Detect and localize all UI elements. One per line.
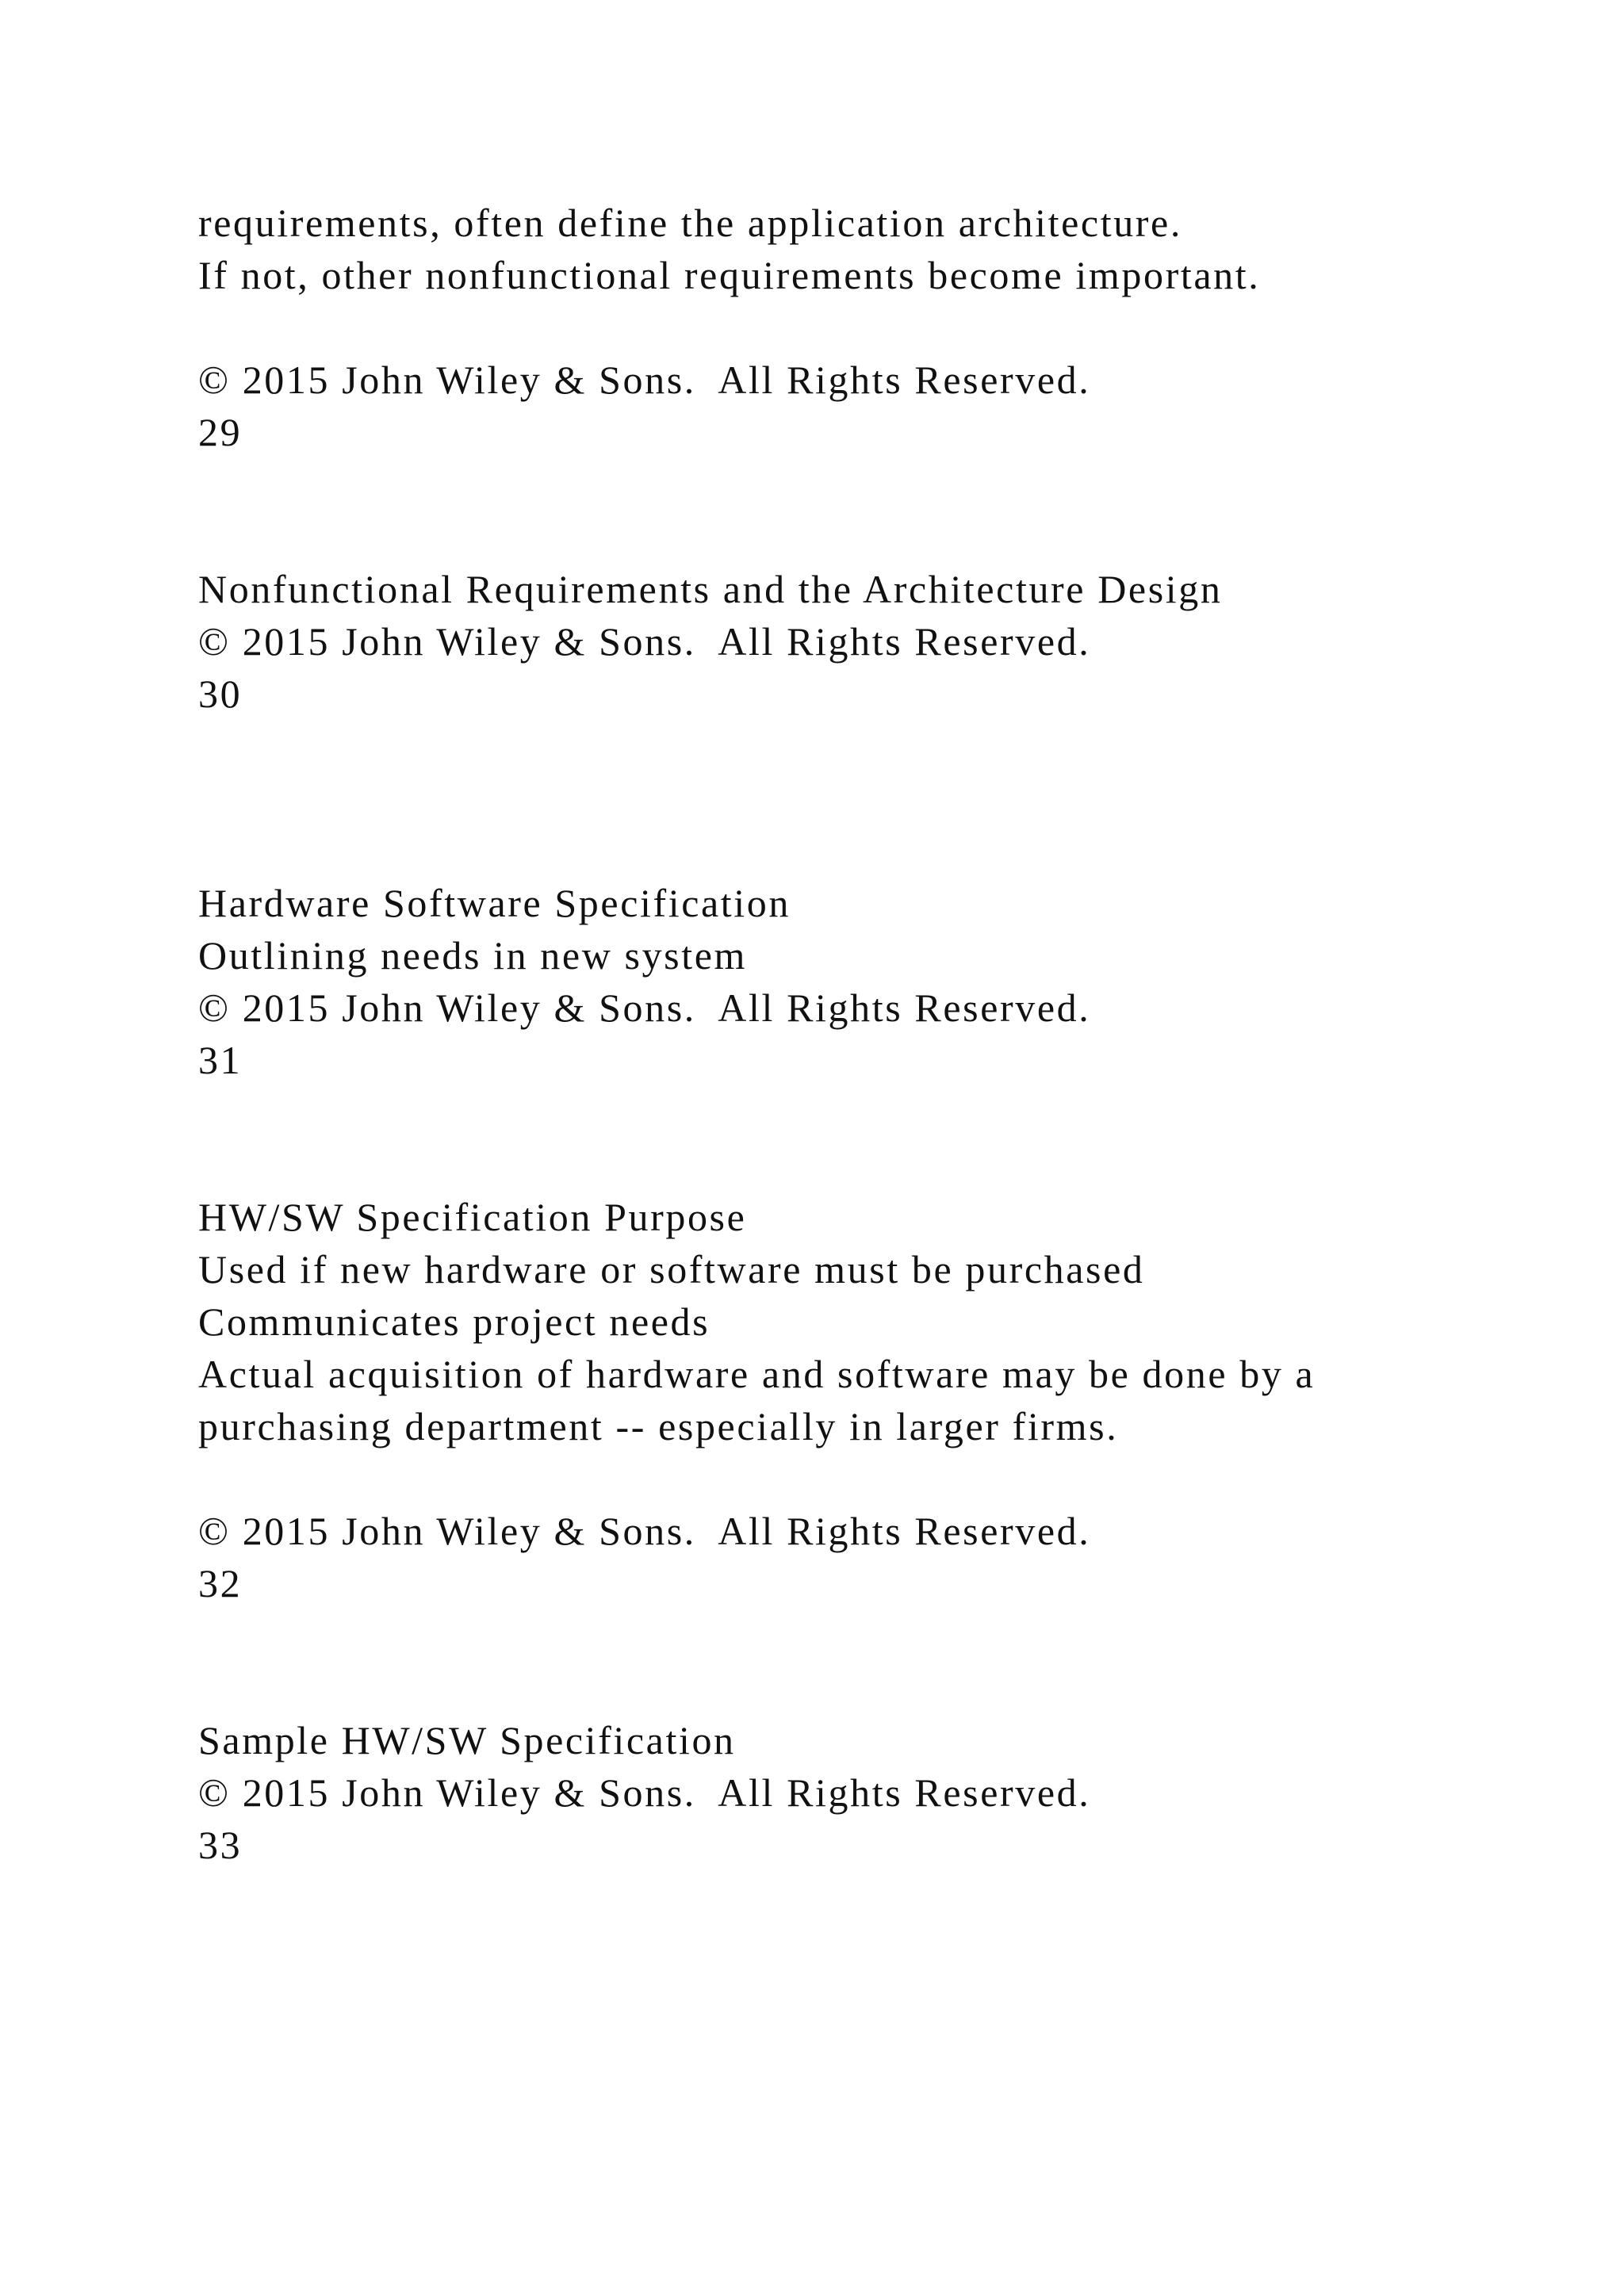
- copyright-line: © 2015 John Wiley & Sons. All Rights Reserved.: [198, 1770, 1091, 1815]
- text-line: Used if new hardware or software must be purchased: [198, 1247, 1145, 1292]
- text-line: Actual acquisition of hardware and software may be done by a: [198, 1352, 1316, 1396]
- text-line: Communicates project needs: [198, 1299, 710, 1344]
- slide-title: Nonfunctional Requirements and the Architecture Design: [198, 567, 1223, 611]
- copyright-line: © 2015 John Wiley & Sons. All Rights Reserved.: [198, 1509, 1091, 1553]
- slide-title: Sample HW/SW Specification: [198, 1718, 736, 1762]
- slide-number: 31: [198, 1038, 243, 1082]
- slide-number: 32: [198, 1561, 243, 1605]
- copyright-line: © 2015 John Wiley & Sons. All Rights Reserved.: [198, 619, 1091, 664]
- slide-title: HW/SW Specification Purpose: [198, 1195, 747, 1239]
- text-line: purchasing department -- especially in larger firms.: [198, 1404, 1119, 1448]
- text-line: Outlining needs in new system: [198, 933, 748, 978]
- copyright-line: © 2015 John Wiley & Sons. All Rights Reserved.: [198, 985, 1091, 1030]
- slide-number: 33: [198, 1823, 243, 1867]
- slide-title: Hardware Software Specification: [198, 881, 791, 925]
- copyright-line: © 2015 John Wiley & Sons. All Rights Reserved.: [198, 358, 1091, 402]
- text-line: requirements, often define the application architecture.: [198, 201, 1182, 245]
- slide-number: 29: [198, 410, 243, 454]
- text-line: If not, other nonfunctional requirements become important.: [198, 253, 1261, 297]
- slide-number: 30: [198, 672, 243, 716]
